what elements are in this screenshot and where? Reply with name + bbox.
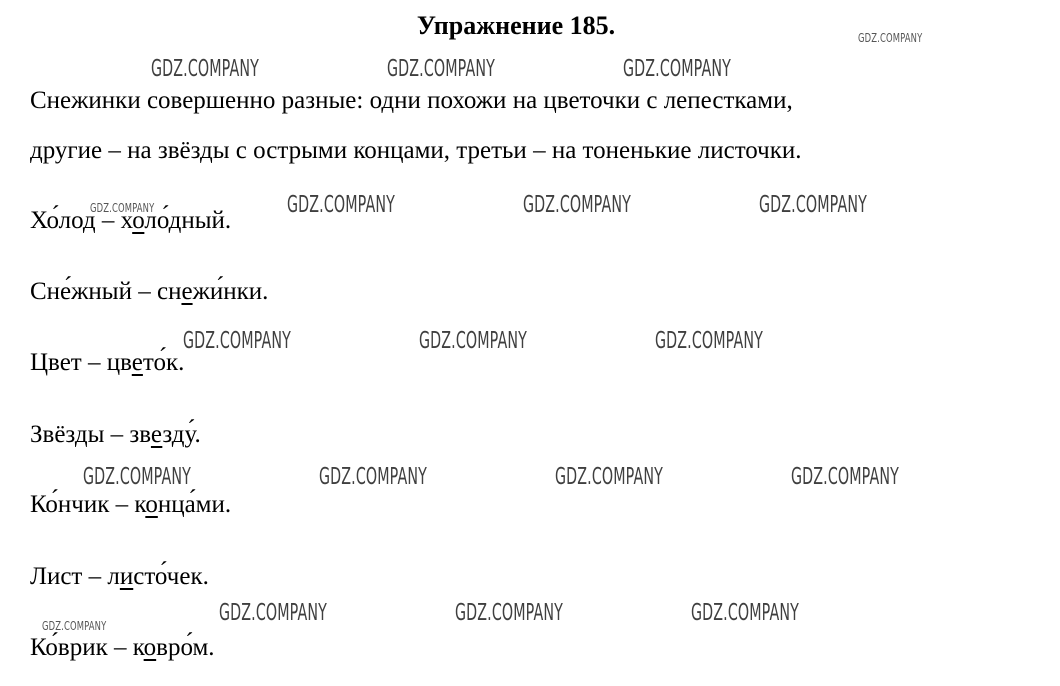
word-pair-4-suffix: зду́. (162, 421, 201, 448)
watermark: GDZ.COMPANY (691, 600, 800, 626)
word-pair-6-underlined-vowel: и (119, 563, 134, 590)
watermark: GDZ.COMPANY (42, 619, 107, 633)
watermark: GDZ.COMPANY (183, 328, 292, 354)
word-pair-7-underlined-vowel: о (143, 634, 157, 661)
word-pair-2-underlined-vowel: е (181, 278, 193, 305)
word-pair-7 (30, 631, 215, 665)
word-pair-6-suffix: сто́чек. (133, 563, 209, 590)
word-pair-4-prefix: зв (129, 421, 151, 448)
paragraph-line-2: другие – на звёзды с острыми концами, третьи – на тоненькие листочки. (30, 137, 802, 164)
word-pair-2-prefix: сн (156, 278, 182, 305)
word-pair-5-suffix: нца́ми. (157, 491, 232, 518)
word-pair-4 (30, 418, 201, 452)
word-pair-7-suffix: вро́м. (156, 634, 215, 661)
word-pair-6 (30, 560, 209, 594)
word-pair-1-text: Хо́лод – (30, 207, 121, 234)
watermark: GDZ.COMPANY (419, 328, 528, 354)
word-pair-4-text: Звёзды – (30, 421, 130, 448)
word-pair-7-text: Ко́врик – (30, 634, 133, 661)
watermark: GDZ.COMPANY (791, 464, 900, 490)
watermark: GDZ.COMPANY (219, 600, 328, 626)
word-pair-6-prefix: л (107, 563, 120, 590)
watermark: GDZ.COMPANY (455, 600, 564, 626)
watermark: GDZ.COMPANY (555, 464, 664, 490)
word-pair-1-prefix: х (120, 207, 133, 234)
paragraph-line-1: Снежинки совершенно разные: одни похожи на цветочки с лепестками, (30, 87, 793, 114)
watermark: GDZ.COMPANY (623, 56, 732, 82)
word-pair-5-prefix: к (134, 491, 146, 518)
word-pair-4-underlined-vowel: е (150, 421, 163, 448)
watermark: GDZ.COMPANY (287, 192, 396, 218)
watermark: GDZ.COMPANY (523, 192, 632, 218)
watermark: GDZ.COMPANY (759, 192, 868, 218)
watermark: GDZ.COMPANY (90, 201, 155, 215)
word-pair-5-text: Ко́нчик – (30, 491, 135, 518)
word-pair-7-prefix: к (132, 634, 144, 661)
watermark: GDZ.COMPANY (655, 328, 764, 354)
word-pair-3-underlined-vowel: е (131, 349, 143, 376)
word-pair-5-underlined-vowel: о (145, 491, 158, 518)
word-pair-3-prefix: цв (106, 349, 132, 376)
word-pair-6-text: Лист – (30, 563, 108, 590)
word-pair-2-text: Сне́жный – (30, 278, 157, 305)
watermark: GDZ.COMPANY (319, 464, 428, 490)
watermark: GDZ.COMPANY (83, 464, 192, 490)
word-pair-3 (30, 346, 184, 380)
word-pair-3-suffix: то́к. (142, 349, 185, 376)
word-pair-3-text: Цвет – (30, 349, 107, 376)
word-pair-2 (30, 275, 268, 309)
exercise-title: Упражнение 185. (416, 11, 616, 40)
word-pair-1-underlined-vowel: о (132, 207, 145, 234)
watermark: GDZ.COMPANY (151, 56, 260, 82)
word-pair-5 (30, 488, 231, 522)
word-pair-2-suffix: жи́нки. (192, 278, 269, 305)
watermark: GDZ.COMPANY (858, 31, 923, 45)
watermark: GDZ.COMPANY (387, 56, 496, 82)
word-pair-1-suffix: ло́дный. (144, 207, 232, 234)
